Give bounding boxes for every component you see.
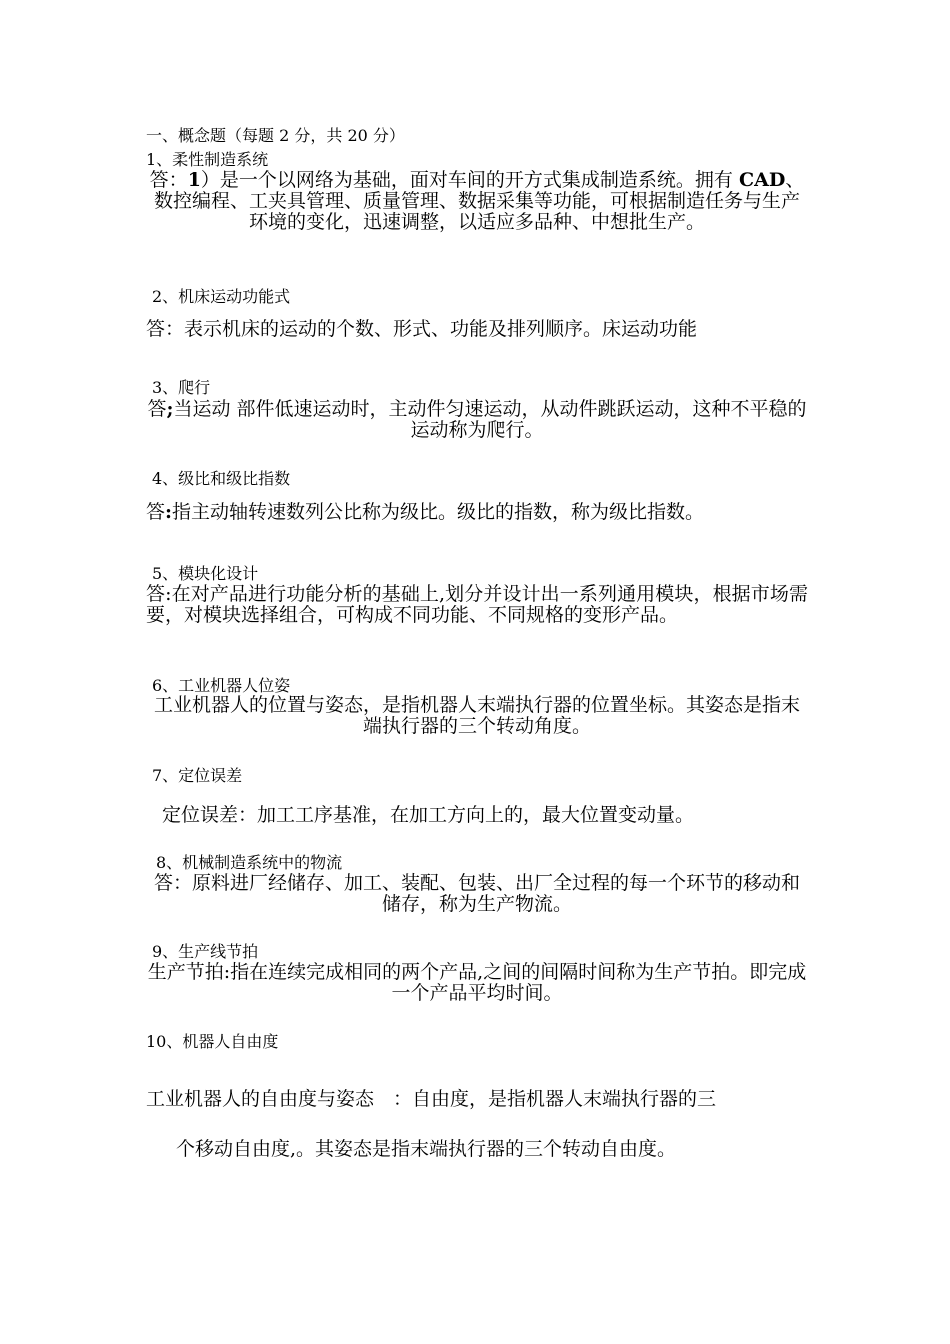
question-4-title: 4、级比和级比指数 [152,469,291,488]
answer-1-number: 1 [187,169,201,191]
answer-1-cad: CAD [738,169,786,191]
answer-3-punct: ; [166,398,174,420]
question-1-title: 1、柔性制造系统 [146,150,269,169]
answer-2: 答：表示机床的运动的个数、形式、功能及排列顺序。床运动功能 [146,318,698,340]
answer-1-text-a: ）是一个以网络为基础，面对车间的开方式集成制造系统。拥有 [200,169,739,191]
answer-3 [146,399,808,441]
question-3-title: 3、爬行 [152,378,211,397]
answer-10-line-1: 工业机器人的自由度与姿态 ：自由度，是指机器人末端执行器的三 [146,1088,717,1110]
question-8-title: 8、机械制造系统中的物流 [156,853,343,872]
question-2-title: 2、机床运动功能式 [152,287,291,306]
answer-4 [146,503,704,522]
answer-5: 答:在对产品进行功能分析的基础上,划分并设计出一系列通用模块，根据市场需要，对模块选择组合，可构成不同功能、不同规格的变形产品。 [146,583,808,626]
answer-1 [146,170,808,233]
answer-1-text-b: 、 数控编程、工夹具管理、质量管理、数据采集等功能，可根据制造任务与生产环境的变化，迅速调整，以适应多品种、中想批生产。 [153,169,805,233]
answer-6: 工业机器人的位置与姿态，是指机器人末端执行器的位置坐标。其姿态是指末端执行器的三个转动角度。 [153,694,800,737]
answer-3-text: 当运动 部件低速运动时，主动件匀速运动，从动件跳跃运动，这种不平稳的运动称为爬行。 [173,398,807,441]
question-10-title: 10、机器人自由度 [146,1032,279,1051]
answer-8: 答：原料进厂经储存、加工、装配、包装、出厂全过程的每一个环节的移动和储存，称为生产物流。 [153,872,800,915]
answer-4-punct: : [165,501,173,523]
answer-1-prefix: 答： [149,169,188,191]
answer-7: 定位误差：加工工序基准，在加工方向上的，最大位置变动量。 [162,804,695,826]
question-6-title: 6、工业机器人位姿 [152,676,291,695]
question-7-title: 7、定位误差 [152,766,243,785]
answer-4-text: 指主动轴转速数列公比称为级比。级比的指数，称为级比指数。 [172,501,705,523]
answer-3-prefix: 答 [147,398,167,420]
answer-4-prefix: 答 [146,501,166,523]
answer-9: 生产节拍:指在连续完成相同的两个产品,之间的间隔时间称为生产节拍。即完成一个产品平均时间。 [147,961,807,1004]
answer-10-line-2: 个移动自由度,。其姿态是指末端执行器的三个转动自由度。 [176,1138,677,1160]
section-title: 一、概念题（每题 2 分，共 20 分） [146,126,405,145]
question-9-title: 9、生产线节拍 [152,942,259,961]
question-5-title: 5、模块化设计 [152,564,259,583]
